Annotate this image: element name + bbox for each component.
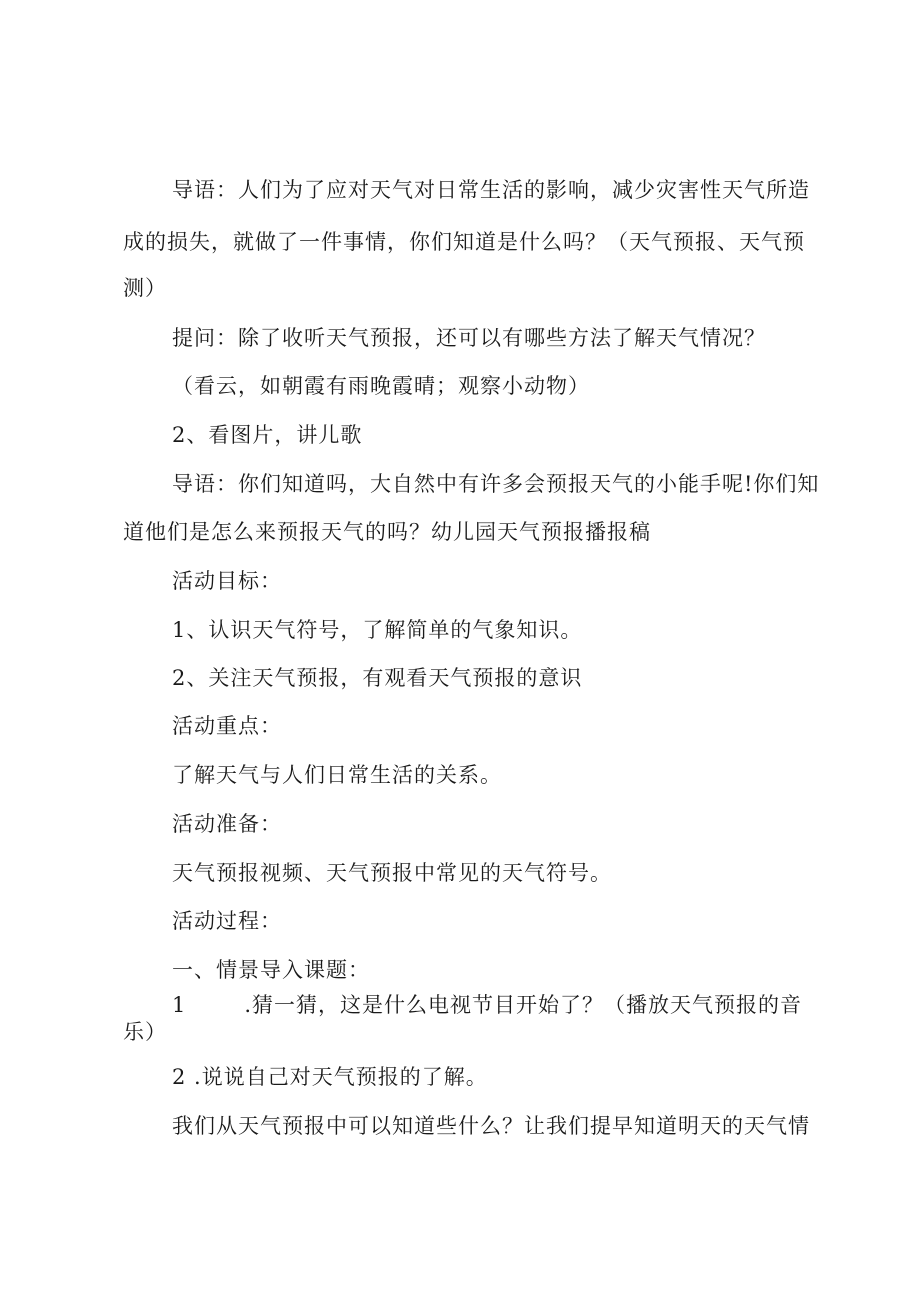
goal-title: 活动目标：	[172, 569, 282, 593]
process-title: 活动过程：	[172, 909, 282, 933]
last-line: 我们从天气预报中可以知道些什么？让我们提早知道明天的天气情	[172, 1114, 810, 1138]
question-line: 提问：除了收听天气预报，还可以有哪些方法了解天气情况？	[172, 326, 766, 350]
focus-title: 活动重点：	[172, 714, 282, 738]
focus-text: 了解天气与人们日常生活的关系。	[172, 763, 502, 787]
intro-guide-line-1: 导语：人们为了应对天气对日常生活的影响，减少灾害性天气所造	[172, 178, 810, 202]
goal-item-1: 1、认识天气符号，了解简单的气象知识。	[172, 618, 583, 642]
goal-item-2: 2、关注天气预报，有观看天气预报的意识	[172, 666, 583, 690]
list-item-1	[172, 992, 802, 1018]
answer-line: （看云，如朝霞有雨晚霞晴；观察小动物）	[172, 374, 590, 398]
list-item-1-text: .猜一猜，这是什么电视节目开始了？（播放天气预报的音	[244, 993, 803, 1017]
list-item-1-number: 1	[172, 993, 187, 1017]
intro-guide-line-3: 测）	[123, 276, 167, 300]
list-item-2: 2 .说说自己对天气预报的了解。	[172, 1065, 488, 1089]
step2-heading: 2、看图片，讲儿歌	[172, 423, 363, 447]
list-item-1-continuation: 乐）	[123, 1020, 167, 1044]
intro-guide-line-2: 成的损失，就做了一件事情，你们知道是什么吗？（天气预报、天气预	[123, 230, 805, 254]
prep-title: 活动准备：	[172, 812, 282, 836]
guide2-line-2: 道他们是怎么来预报天气的吗？幼儿园天气预报播报稿	[123, 520, 651, 544]
prep-text: 天气预报视频、天气预报中常见的天气符号。	[172, 861, 612, 885]
guide2-line-1: 导语：你们知道吗，大自然中有许多会预报天气的小能手呢!你们知	[172, 472, 820, 496]
section1-title: 一、情景导入课题：	[172, 958, 370, 982]
